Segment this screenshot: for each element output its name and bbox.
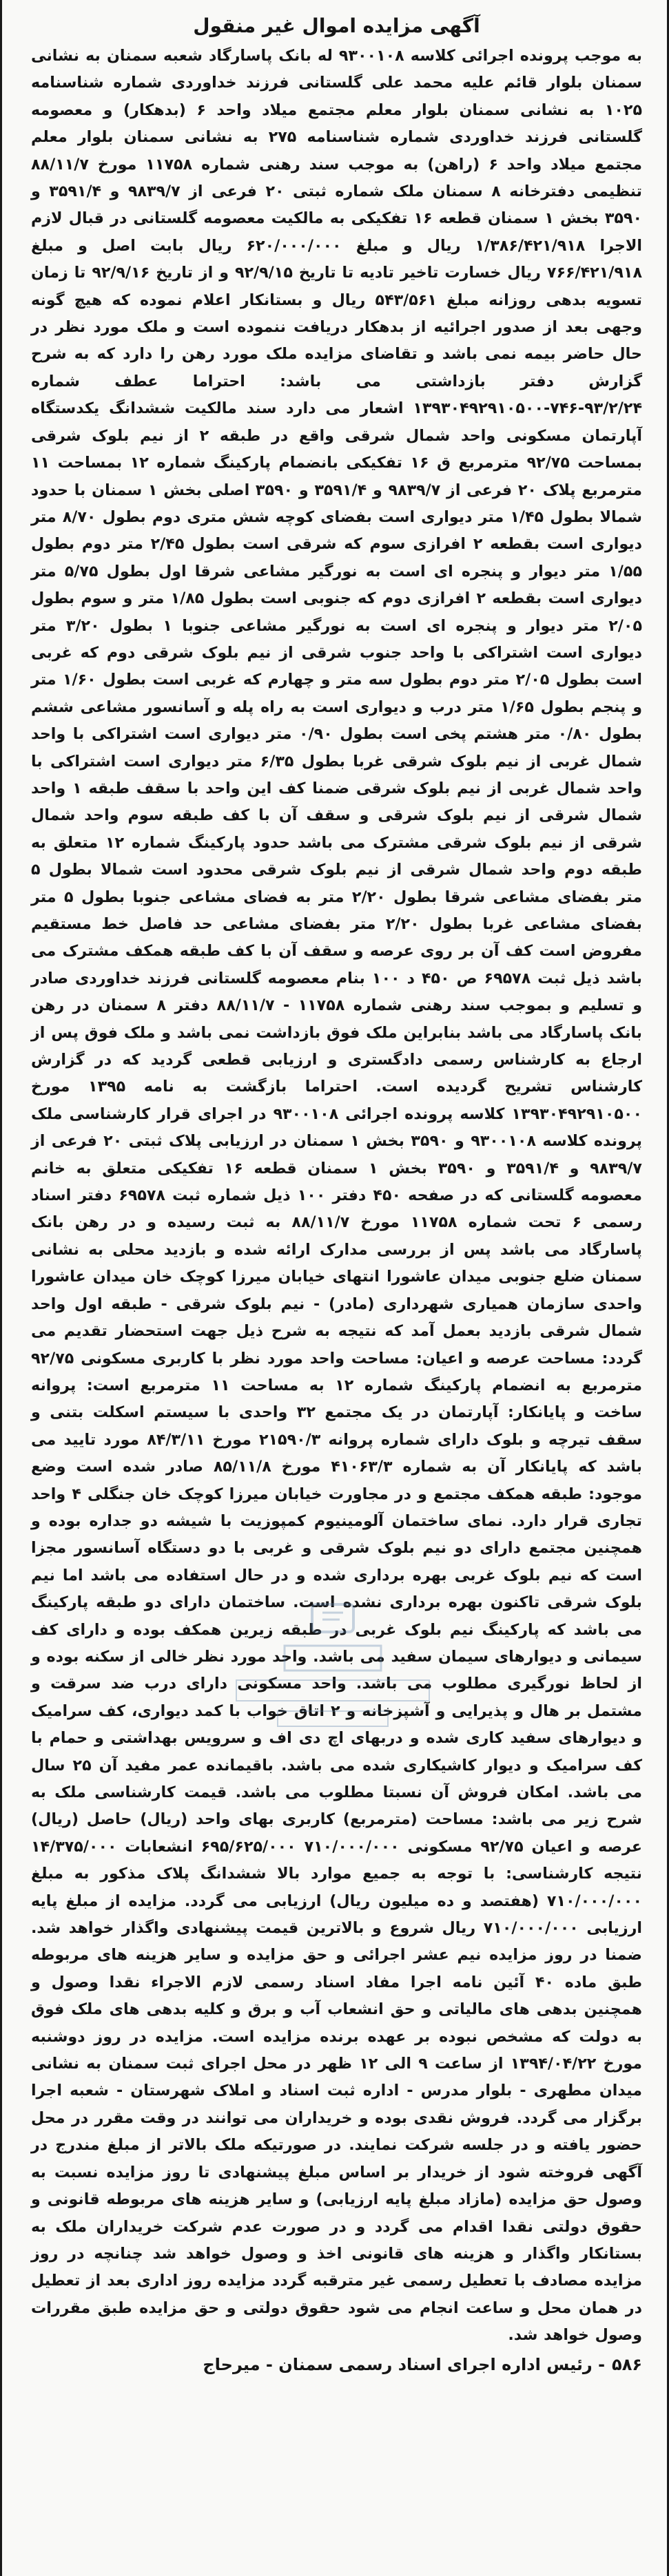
notice-signature xyxy=(31,2351,642,2378)
signature-text: - رئیس اداره اجرای اسناد رسمی سمنان - میرحاج xyxy=(203,2354,606,2374)
signature-code: ۵۸۶ xyxy=(612,2354,642,2374)
notice-body: به موجب پرونده اجرائی کلاسه ۹۳۰۰۱۰۸ له بانک پاسارگاد شعبه سمنان به نشانی سمنان بلوار قائم علیه محمد علی گلستانی فرزند خداوردی شماره شناسنامه ۱۰۲۵ به نشانی سمنان بلوار معلم مجتمع میلاد واحد ۶ (بدهکار) و معصومه گلستانی فرزند خداوردی شماره شناسنامه ۲۷۵ به نشانی سمنان بلوار معلم مجتمع میلاد واحد ۶ (راهن) به موجب سند رهنی شماره ۱۱۷۵۸ مورخ ۸۸/۱۱/۷ تنظیمی دفترخانه ۸ سمنان ملک شماره ثبتی ۲۰ فرعی از ۹۸۳۹/۷ و ۳۵۹۱/۴ و ۳۵۹۰ بخش ۱ سمنان قطعه ۱۶ تفکیکی به مالکیت معصومه گلستانی در قبال لازم الاجرا ۱/۳۸۶/۴۲۱/۹۱۸ ریال و مبلغ ۶۲۰/۰۰۰/۰۰۰ ریال بابت اصل و مبلغ ۷۶۶/۴۲۱/۹۱۸ ریال خسارت تاخیر تادیه تا تاریخ ۹۲/۹/۱۵ و از تاریخ ۹۲/۹/۱۶ تا زمان تسویه بدهی روزانه مبلغ ۵۴۳/۵۶۱ ریال و بستانکار اعلام نموده که هیچ گونه وجهی بعد از صدور اجرائیه از بدهکار دریافت ننموده است و ملک مورد نظر در حال حاضر بیمه نمی باشد و تقاضای مزایده ملک مورد رهن را دارد که به شرح گزارش دفتر بازداشتی می باشد: احتراما عطف شماره ۹۳/۲/۲۴-۷۴۶-۱۳۹۳۰۴۹۲۹۱۰۵۰۰ اشعار می دارد سند مالکیت ششدانگ یکدستگاه آپارتمان مسکونی واحد شمال شرقی واقع در طبقه ۲ از نیم بلوک شرقی بمساحت ۹۲/۷۵ مترمربع ق ۱۶ تفکیکی بانضمام پارکینگ شماره ۱۲ بمساحت ۱۱ مترمربع پلاک ۲۰ فرعی از ۹۸۳۹/۷ و ۳۵۹۱/۴ و ۳۵۹۰ اصلی بخش ۱ سمنان با حدود شمالا بطول ۱/۴۵ متر دیواری است بفضای کوچه شش متری دوم بطول ۸/۷۰ متر دیواری است بقطعه ۲ افرازی سوم که شرقی است بطول ۲/۴۵ متر دوم بطول ۱/۵۵ متر دیوار و پنجره ای است به نورگیر مشاعی شرقا اول بطول ۵/۷۵ متر دیواری است بقطعه ۲ افرازی دوم که جنوبی است بطول ۱/۸۵ متر و سوم بطول ۲/۰۵ متر دیوار و پنجره ای است به نورگیر مشاعی جنوبا ۱ بطول ۳/۲۰ متر دیواری است اشتراکی با واحد جنوب شرقی از نیم بلوک شرقی دوم که غربی است بطول ۲/۰۵ متر دوم بطول سه متر و چهارم که غربی است بطول ۱/۶۰ متر و پنجم بطول ۱/۶۵ متر درب و دیواری است به راه پله و آسانسور مشاعی ششم بطول ۰/۸۰ متر هشتم پخی است بطول ۰/۹۰ متر دیواری است اشتراکی با واحد شمال غربی از نیم بلوک شرقی غربا بطول ۶/۳۵ متر دیواری است اشتراکی با واحد شمال غربی از نیم بلوک شرقی ضمنا کف این واحد با سقف طبقه ۱ واحد شمال شرقی از نیم بلوک شرقی و سقف آن با کف طبقه سوم واحد شمال شرقی از نیم بلوک شرقی مشترک می باشد حدود پارکینگ شماره ۱۲ متعلق به طبقه دوم واحد شمال شرقی از نیم بلوک شرقی محدود است شمالا بطول ۵ متر بفضای مشاعی شرقا بطول ۲/۲۰ متر به فضای مشاعی جنوبا بطول ۵ متر بفضای مشاعی غربا بطول ۲/۲۰ متر بفضای مشاعی حد فاصل خط مستقیم مفروض است کف آن بر روی عرصه و سقف آن با کف طبقه همکف مشترک می باشد ذیل ثبت ۶۹۵۷۸ ص ۴۵۰ د ۱۰۰ بنام معصومه گلستانی فرزند خداوردی صادر و تسلیم و بموجب سند رهنی شماره ۱۱۷۵۸ - ۸۸/۱۱/۷ دفتر ۸ سمنان در رهن بانک پاسارگاد می باشد بنابراین ملک فوق بازداشت نمی باشد و ملک فوق پس از ارجاع به کارشناس رسمی دادگستری و ارزیابی قطعی گردید که در گزارش کارشناس تشریح گردیده است. احتراما بازگشت به نامه ۱۳۹۵ مورخ ۱۳۹۳۰۴۹۲۹۱۰۵۰۰ کلاسه پرونده اجرائی ۹۳۰۰۱۰۸ در اجرای قرار کارشناسی ملک پرونده کلاسه ۹۳۰۰۱۰۸ و ۳۵۹۰ بخش ۱ سمنان در ارزیابی پلاک ثبتی ۲۰ فرعی از ۹۸۳۹/۷ و ۳۵۹۱/۴ و ۳۵۹۰ بخش ۱ سمنان قطعه ۱۶ تفکیکی متعلق به خانم معصومه گلستانی که در صفحه ۴۵۰ دفتر ۱۰۰ ذیل شماره ثبت ۶۹۵۷۸ دفتر اسناد رسمی ۶ تحت شماره ۱۱۷۵۸ مورخ ۸۸/۱۱/۷ به ثبت رسیده و در رهن بانک پاسارگاد می باشد پس از بررسی مدارک ارائه شده و بازدید محلی به نشانی سمنان ضلع جنوبی میدان عاشورا انتهای خیابان میرزا کوچک خان میدان عاشورا واحدی سازمان همیاری شهرداری (مادر) - نیم بلوک شرقی - طبقه اول واحد شمال شرقی بازدید بعمل آمد که نتیجه به شرح ذیل جهت استحضار تقدیم می گردد: مساحت عرصه و اعیان: مساحت واحد مورد نظر با کاربری مسکونی ۹۲/۷۵ مترمربع به انضمام پارکینگ شماره ۱۲ به مساحت ۱۱ مترمربع است: پروانه ساخت و پایانکار: آپارتمان در یک مجتمع ۳۲ واحدی با سیستم اسکلت بتنی و سقف تیرچه و بلوک دارای شماره پروانه ۲۱۵۹۰/۳ مورخ ۸۴/۳/۱۱ مورد تایید می باشد که پایانکار آن به شماره ۴۱۰۶۳/۳ مورخ ۸۵/۱۱/۸ صادر شده است وضع موجود: طبقه همکف مجتمع و در مجاورت خیابان میرزا کوچک خان جنگلی ۴ واحد تجاری قرار دارد. نمای ساختمان آلومینیوم کمپوزیت با شیشه دو جداره بوده و همچنین مجتمع دارای دو نیم بلوک شرقی و غربی با دو دستگاه آسانسور مجزا است که نیم بلوک غربی بهره برداری شده و در حال استفاده می باشد اما نیم بلوک شرقی تاکنون بهره برداری نشده است. ساختمان دارای دو طبقه پارکینگ می باشد که پارکینگ نیم بلوک غربی در طبقه زیرین همکف بوده و دارای کف سیمانی و دیوارهای سیمان سفید می باشد. واحد مورد نظر خالی از سکنه بوده و از لحاظ نورگیری مطلوب می باشد. واحد مسکونی دارای درب ضد سرقت و مشتمل بر هال و پذیرایی و آشپزخانه و ۲ اتاق خواب با کمد دیواری، کف سرامیک و دیوارهای سفید کاری شده و دربهای اچ دی اف و سرویس بهداشتی و حمام با کف سرامیک و دیوار کاشیکاری شده می باشد. باقیمانده عمر مفید آن ۲۵ سال می باشد. امکان فروش آن نسبتا مطلوب می باشد. قیمت کارشناسی ملک به شرح زیر می باشد: مساحت (مترمربع) کاربری بهای واحد (ریال) حاصل (ریال) عرصه و اعیان ۹۲/۷۵ مسکونی ۷۱۰/۰۰۰/۰۰۰ ۶۹۵/۶۲۵/۰۰۰ انشعابات ۱۴/۳۷۵/۰۰۰ نتیجه کارشناسی: با توجه به جمیع موارد بالا ششدانگ پلاک مذکور به مبلغ ۷۱۰/۰۰۰/۰۰۰ (هفتصد و ده میلیون ریال) ارزیابی می گردد. مزایده از مبلغ پایه ارزیابی ۷۱۰/۰۰۰/۰۰۰ ریال شروع و بالاترین قیمت پیشنهادی واگذار خواهد شد. ضمنا در روز مزایده نیم عشر اجرائی و حق مزایده و سایر هزینه های مربوطه طبق ماده ۴۰ آئین نامه اجرا مفاد اسناد رسمی لازم الاجراء نقدا وصول و همچنین بدهی های مالیاتی و حق انشعاب آب و برق و کلیه بدهی های ملک فوق به دولت که مشخص نبوده بر عهده برنده مزایده است. مزایده در روز دوشنبه مورخ ۱۳۹۴/۰۴/۲۲ از ساعت ۹ الی ۱۲ ظهر در محل اجرای ثبت سمنان به نشانی میدان مطهری - بلوار مدرس - اداره ثبت اسناد و املاک شهرستان - شعبه اجرا برگزار می گردد. فروش نقدی بوده و خریداران می توانند در وقت مقرر در محل حضور یافته و در جلسه شرکت نمایند. در صورتیکه ملک بالاتر از مبلغ مندرج در آگهی فروخته شود از خریدار بر اساس مبلغ پیشنهادی تا روز مزایده نسبت به وصول حق مزایده (مازاد مبلغ پایه ارزیابی) و سایر هزینه های مربوطه قانونی و حقوق دولتی نقدا اقدام می گردد و در صورت عدم شرکت خریداران ملک به بستانکار واگذار و هزینه های قانونی اخذ و وصول خواهد شد چنانچه در روز مزایده مصادف با تعطیل رسمی غیر مترقبه گردد مزایده روز اداری بعد از تعطیل در همان محل و ساعت انجام می شود حقوق دولتی و حق مزایده طبق مقررات وصول خواهد شد. xyxy=(31,47,643,2345)
notice-title: آگهی مزایده اموال غیر منقول xyxy=(193,14,480,37)
